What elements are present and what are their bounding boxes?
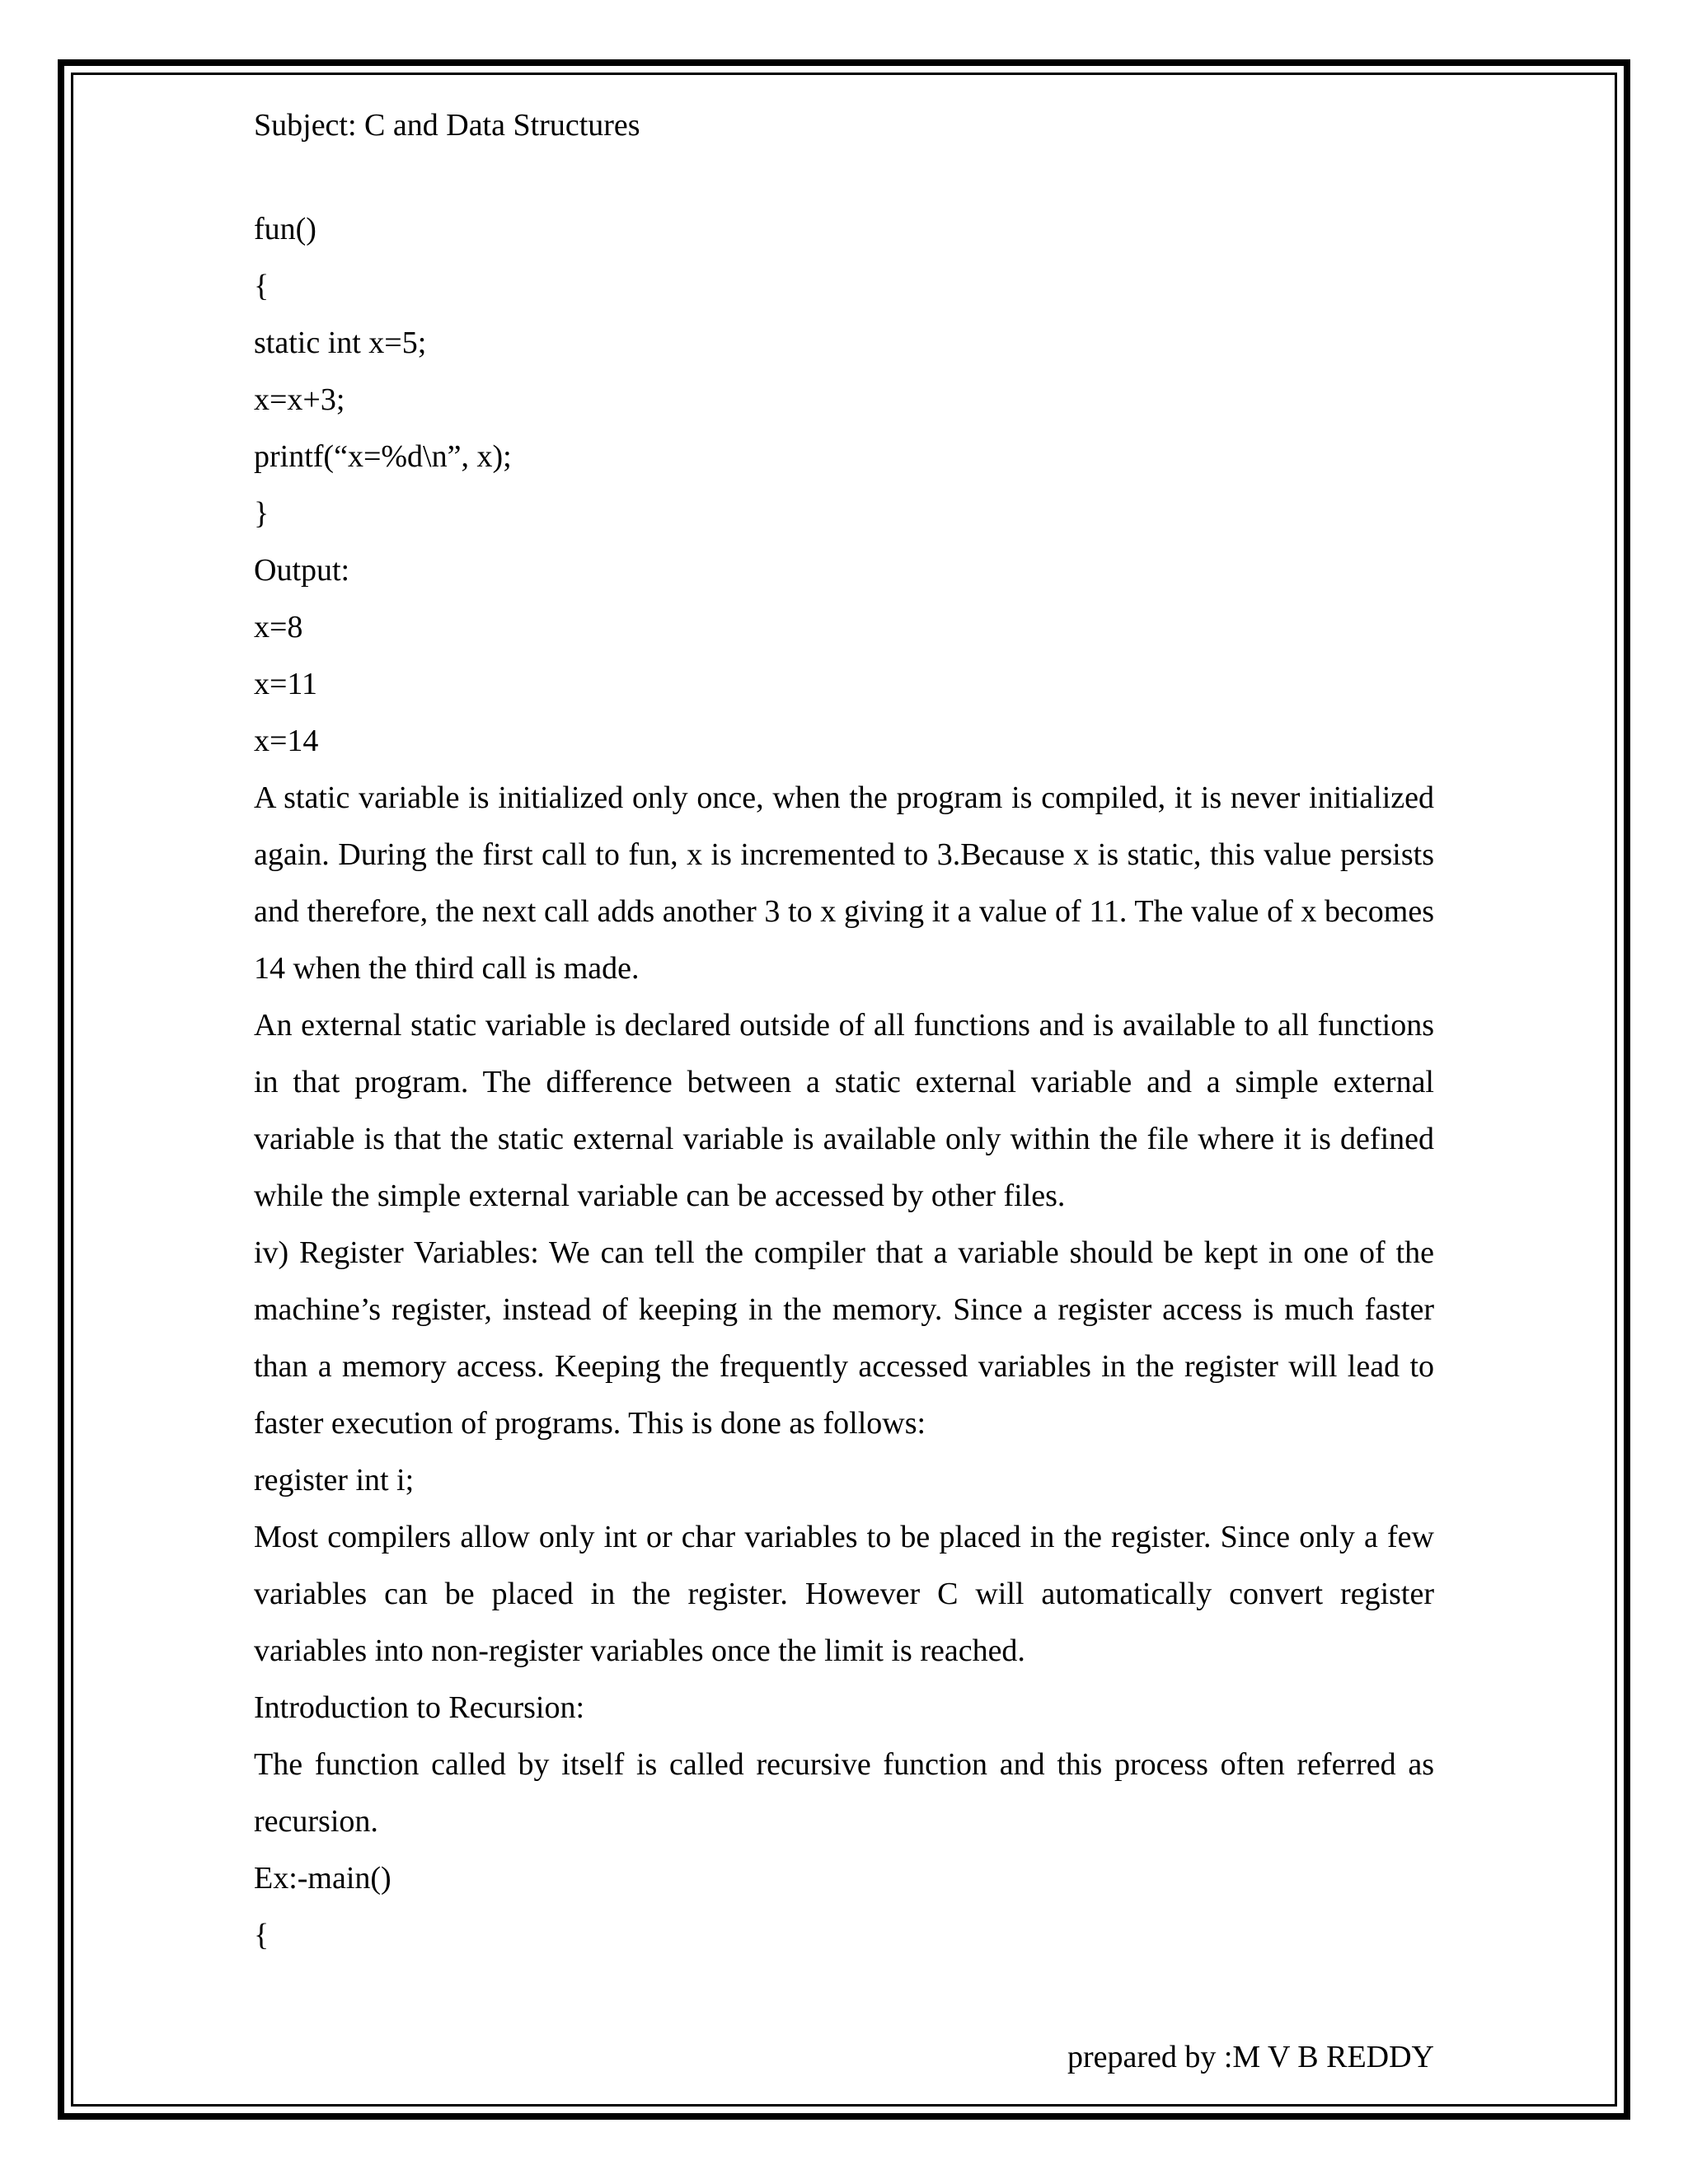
output-line: x=11: [254, 667, 318, 701]
paragraph-register-limits: Most compilers allow only int or char variables to be placed in the register. Since only a few variables can be placed in the register. However C will automatically convert register variables into non-register variables once the limit is reached.: [254, 1520, 1434, 1668]
paragraph-external-static-variable: An external static variable is declared outside of all functions and is available to all functions in that program. The difference between a static external variable and a simple external variable is that the static external variable is available only within the file where it is defined while the simple external variable can be accessed by other files.: [254, 1008, 1434, 1213]
section-heading-recursion: Introduction to Recursion:: [254, 1690, 585, 1725]
code-line: Ex:-main(): [254, 1861, 392, 1896]
code-line: {: [254, 1918, 270, 1952]
page-subject-header: Subject: C and Data Structures: [254, 108, 640, 143]
paragraph-register-variables: iv) Register Variables: We can tell the compiler that a variable should be kept in one of the machine’s register, instead of keeping in the memory. Since a register access is much faster than a memory access. Keeping the frequently accessed variables in the register will lead to faster execution of programs. This is done as follows:: [254, 1235, 1434, 1441]
code-line: fun(): [254, 212, 316, 246]
paragraph-recursion-definition: The function called by itself is called recursive function and this process often referred as recursion.: [254, 1747, 1434, 1839]
page-content: [254, 101, 1434, 1964]
code-line: x=x+3;: [254, 382, 345, 417]
paragraph-static-variable: A static variable is initialized only once, when the program is compiled, it is never initialized again. During the first call to fun, x is incremented to 3.Because x is static, this value persists and therefore, the next call adds another 3 to x giving it a value of 11. The value of x becomes 14 when the third call is made.: [254, 780, 1434, 986]
code-line: printf(“x=%d\n”, x);: [254, 439, 512, 474]
output-label: Output:: [254, 553, 350, 588]
code-line: register int i;: [254, 1463, 415, 1497]
footer-credit: prepared by :M V B REDDY: [1067, 2040, 1434, 2074]
code-line: static int x=5;: [254, 326, 427, 360]
code-line: {: [254, 269, 270, 303]
output-line: x=14: [254, 724, 319, 758]
code-line: }: [254, 496, 270, 531]
output-line: x=8: [254, 610, 303, 644]
